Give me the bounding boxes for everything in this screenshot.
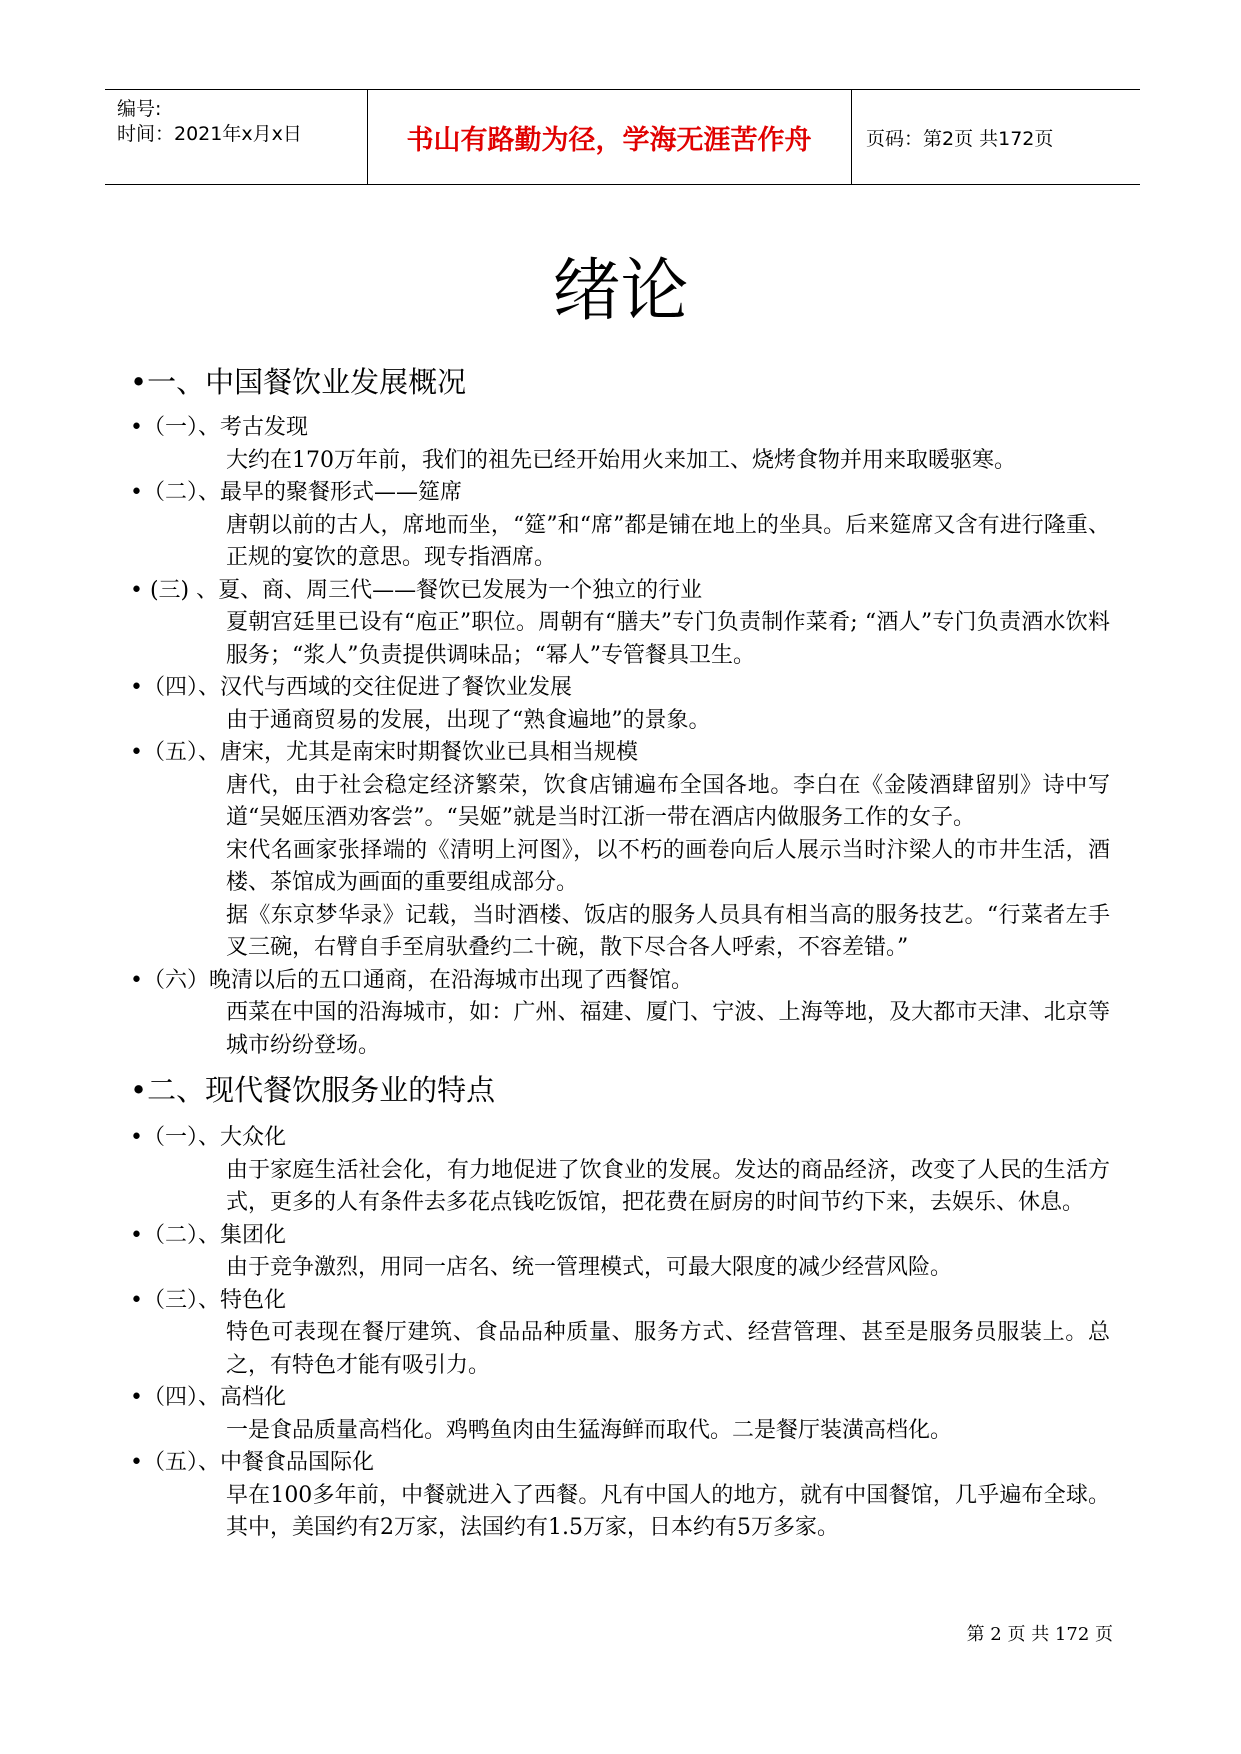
document-title: 绪论: [552, 252, 689, 331]
s1-item2-heading: •（二）、最早的聚餐形式——筵席: [130, 480, 462, 505]
s2-item1-text: 由于家庭生活社会化，有力地促进了饮食业的发展。发达的商品经济，改变了人民的生活方式，更多的人有条件去多花点钱吃饭馆，把花费在厨房的时间节约下来，去娱乐、休息。: [226, 1157, 1110, 1215]
s1-item3-text: 夏朝宫廷里已设有“庖正”职位。周朝有“膳夫”专门负责制作菜肴; “酒人”专门负责酒水饮料服务；“浆人”负责提供调味品；“幂人”专管餐具卫生。: [226, 610, 1110, 668]
s1-item6-text: 宋代名画家张择端的《清明上河图》，以不朽的画卷向后人展示当时汴梁人的市井生活，酒楼、茶馆成为画面的重要组成部分。: [226, 837, 1110, 895]
time-label: 时间：2021年x月x日: [117, 123, 302, 145]
s1-item2-text: 唐朝以前的古人，席地而坐，“筵”和“席”都是铺在地上的坐具。后来筵席又含有进行隆重、正规的宴饮的意思。现专指酒席。: [226, 512, 1110, 570]
s1-item1-heading: •（一）、考古发现: [130, 415, 308, 440]
number-label: 编号:: [117, 98, 162, 120]
s1-item5-heading: •（五）、唐宋，尤其是南宋时期餐饮业已具相当规模: [130, 740, 638, 765]
header-right-cell: [851, 90, 1140, 184]
s2-item4-heading: •（四）、高档化: [130, 1385, 286, 1410]
header-page-info: 页码：第2页 共172页: [866, 128, 1054, 150]
s1-item4-heading: •（四）、汉代与西域的交往促进了餐饮业发展: [130, 675, 572, 700]
s1-item1-text: 大约在170万年前，我们的祖先已经开始用火来加工、烧烤食物并用来取暖驱寒。: [226, 447, 1016, 473]
s2-item2-heading: •（二）、集团化: [130, 1222, 286, 1248]
header-motto: 书山有路勤为径，学海无涯苦作舟: [406, 125, 812, 156]
s1-item8-text: 西菜在中国的沿海城市，如：广州、福建、厦门、宁波、上海等地，及大都市天津、北京等城市纷纷登场。: [226, 1000, 1110, 1058]
s1-item8-heading: •（六）晚清以后的五口通商，在沿海城市出现了西餐馆。: [130, 967, 693, 993]
document-body: [130, 362, 1110, 1545]
s1-item4-text: 由于通商贸易的发展，出现了“熟食遍地”的景象。: [226, 707, 711, 733]
s2-item5-heading: •（五）、中餐食品国际化: [130, 1450, 374, 1475]
s1-item5-text: 唐代，由于社会稳定经济繁荣，饮食店铺遍布全国各地。李白在《金陵酒肆留别》诗中写道“吴姬压酒劝客尝”。“吴姬”就是当时江浙一带在酒店内做服务工作的女子。: [226, 772, 1110, 830]
s2-item3-heading: •（三）、特色化: [130, 1287, 286, 1313]
s2-item2-text: 由于竞争激烈，用同一店名、统一管理模式，可最大限度的减少经营风险。: [226, 1255, 953, 1280]
header-middle-cell: [367, 90, 852, 184]
s2-item4-text: 一是食品质量高档化。鸡鸭鱼肉由生猛海鲜而取代。二是餐厅装潢高档化。: [226, 1417, 953, 1443]
s2-item1-heading: •（一）、大众化: [130, 1125, 286, 1150]
header-left-cell: [105, 90, 368, 184]
section2-heading: •二、现代餐饮服务业的特点: [130, 1073, 496, 1107]
page-footer: 第 2 页 共 172 页: [966, 1624, 1113, 1645]
s2-item5-text: 早在100多年前，中餐就进入了西餐。凡有中国人的地方，就有中国餐馆，几乎遍布全球。其中，美国约有2万家，法国约有1.5万家，日本约有5万多家。: [226, 1482, 1110, 1540]
section1-heading: •一、中国餐饮业发展概况: [130, 365, 467, 399]
s1-item3-heading: • (三) 、夏、商、周三代——餐饮已发展为一个独立的行业: [130, 577, 703, 603]
s2-item3-text: 特色可表现在餐厅建筑、食品品种质量、服务方式、经营管理、甚至是服务员服装上。总之，有特色才能有吸引力。: [226, 1320, 1110, 1378]
page-header: [105, 89, 1140, 185]
s1-item7-text: 据《东京梦华录》记载，当时酒楼、饭店的服务人员具有相当高的服务技艺。“行菜者左手叉三碗，右臂自手至肩驮叠约二十碗，散下尽合各人呼索，不容差错。”: [226, 902, 1111, 960]
